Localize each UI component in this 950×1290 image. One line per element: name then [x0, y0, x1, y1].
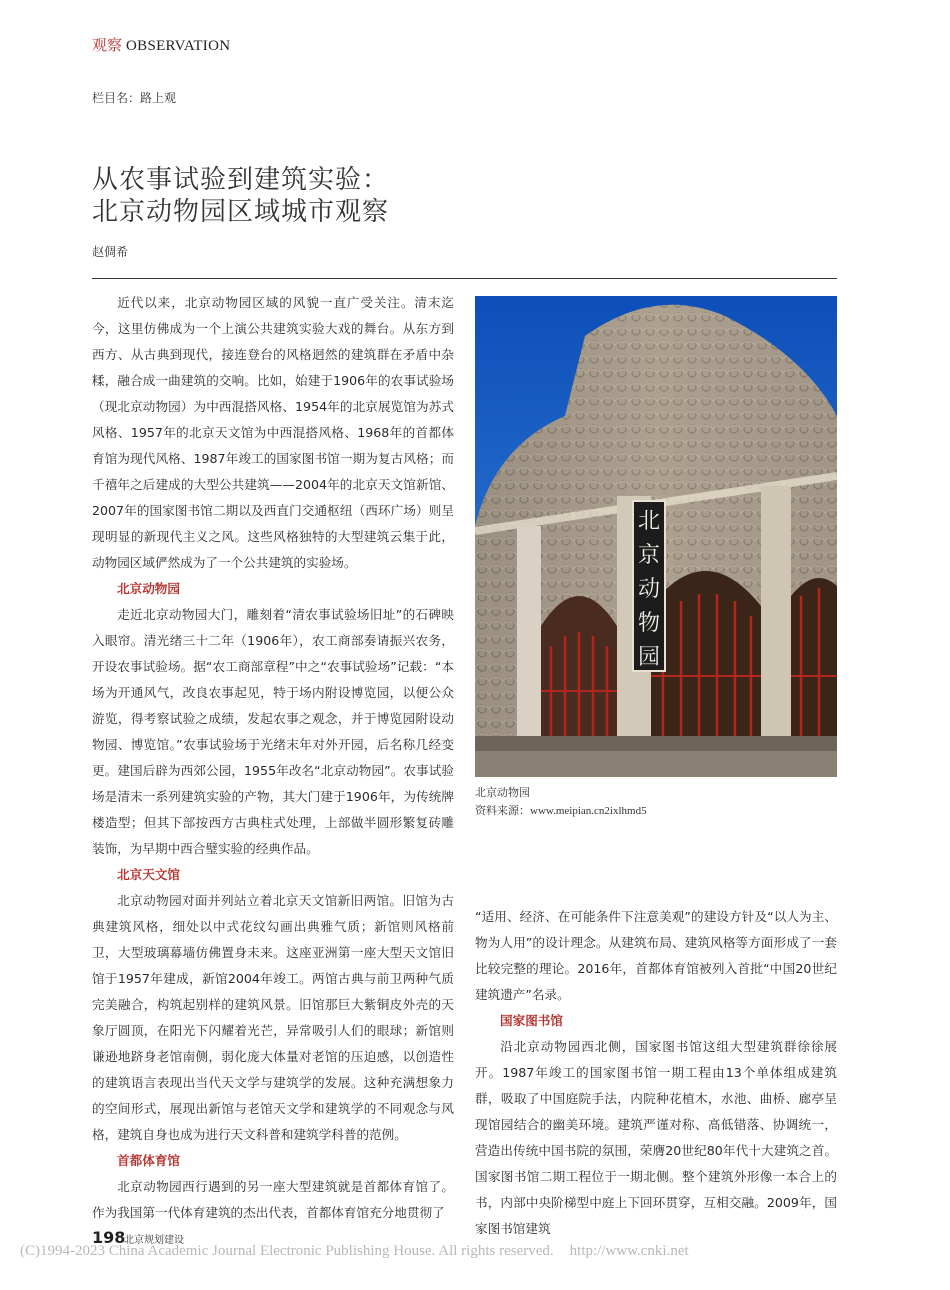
paragraph: 走近北京动物园大门，雕刻着“清农事试验场旧址”的石碑映入眼帘。清光绪三十二年（1906年），农工商部奏请振兴农务，开设农事试验场。据“农工商部章程”中之“农事试验场”记载：“本场为开通风气，改良农事起见，特于场内附设博览园，以便公众游览，得考察试验之成绩，发起农事之观念，并于博览园附设动物园、博览馆。”农事试验场于光绪末年对外开园，后名称几经变更。建国后辟为西郊公园，1955年改名“北京动物园”。农事试验场是清末一系列建筑实验的产物，其大门建于1906年，为传统牌楼造型；但其下部按西方古典柱式处理，上部做半圆形繁复砖雕装饰，为早期中西合璧实验的经典作品。 [92, 607, 454, 856]
copyright-watermark [20, 1243, 689, 1260]
gate-sign-char: 动 [637, 577, 661, 602]
subheading-national-library: 国家图书馆 [500, 1013, 563, 1028]
section-name-cn: 观察 [92, 36, 123, 54]
paragraph: 北京动物园西行遇到的另一座大型建筑就是首都体育馆了。作为我国第一代体育建筑的杰出代表，首都体育馆充分地贯彻了 [92, 1179, 454, 1220]
section-name-en: OBSERVATION [126, 38, 231, 54]
paragraph: 北京动物园对面并列站立着北京天文馆新旧两馆。旧馆为古典建筑风格，细处以中式花纹勾画出典雅气质；新馆则风格前卫，大型玻璃幕墙仿佛置身未来。这座亚洲第一座大型天文馆旧馆于1957年建成，新馆2004年竣工。两馆古典与前卫两种气质完美融合，构筑起别样的建筑风景。旧馆那巨大紫铜皮外壳的天象厅圆顶，在阳光下闪耀着光芒，异常吸引人们的眼球；新馆则谦逊地跻身老馆南侧，弱化庞大体量对老馆的压迫感，以创造性的建筑语言表现出当代天文学与建筑学的发展。这种充满想象力的空间形式，展现出新馆与老馆天文学和建筑学的不同观念与风格，建筑自身也成为进行天文科普和建筑学科普的范例。 [92, 893, 454, 1142]
gate-sign-char: 北 [637, 509, 661, 534]
figure-caption [475, 784, 647, 820]
gate-sign-char: 物 [637, 611, 661, 636]
zoo-gate-photo [475, 296, 837, 777]
gate-sign-char: 园 [637, 645, 661, 670]
article-title [92, 164, 389, 228]
title-line-1: 从农事试验到建筑实验： [92, 165, 390, 195]
author: 赵倜希 [92, 245, 129, 259]
caption-source: 资料来源：www.meipian.cn2ixlhmd5 [475, 805, 647, 817]
gate-sign-char: 京 [637, 543, 661, 568]
subheading-capital-stadium: 首都体育馆 [117, 1153, 180, 1168]
right-column [475, 904, 837, 1242]
subheading-planetarium: 北京天文馆 [117, 867, 180, 882]
paragraph: 近代以来，北京动物园区域的风貌一直广受关注。清末迄今，这里仿佛成为一个上演公共建筑实验大戏的舞台。从东方到西方、从古典到现代，接连登台的风格迥然的建筑群在矛盾中杂糅，融合成一曲建筑的交响。比如，始建于1906年的农事试验场（现北京动物园）为中西混搭风格、1954年的北京展览馆为苏式风格、1957年的北京天文馆为中西混搭风格、1968年的首都体育馆为现代风格、1987年竣工的国家图书馆一期为复古风格；而千禧年之后建成的大型公共建筑——2004年的北京天文馆新馆、2007年的国家图书馆二期以及西直门交通枢纽（西环广场）则呈现明显的新现代主义之风。这些风格独特的大型建筑云集于此，动物园区域俨然成为了一个公共建筑的实验场。 [92, 295, 454, 570]
copyright-text: (C)1994-2023 China Academic Journal Electronic Publishing House. All rights reserved. [20, 1243, 554, 1259]
column-label: 栏目名：路上观 [92, 91, 177, 105]
left-column [92, 290, 454, 1226]
header-divider [92, 278, 837, 279]
journal-name: 北京规划建设 [124, 1235, 184, 1246]
subheading-beijing-zoo: 北京动物园 [117, 581, 180, 596]
paragraph: 沿北京动物园西北侧，国家图书馆这组大型建筑群徐徐展开。1987年竣工的国家图书馆一期工程由13个单体组成建筑群，吸取了中国庭院手法，内院种花植木，水池、曲桥、廊亭呈现馆园结合的幽美环境。建筑严谨对称、高低错落、协调统一，营造出传统中国书院的氛围，荣膺20世纪80年代十大建筑之首。国家图书馆二期工程位于一期北侧。整个建筑外形像一本合上的书，内部中央阶梯型中庭上下回环贯穿，互相交融。2009年，国家图书馆建筑 [475, 1039, 837, 1236]
caption-title: 北京动物园 [475, 787, 530, 799]
section-tag [92, 34, 230, 55]
page-number: 198 [92, 1228, 126, 1247]
paragraph: “适用、经济、在可能条件下注意美观”的建设方针及“以人为主、物为人用”的设计理念。从建筑布局、建筑风格等方面形成了一套比较完整的理论。2016年，首都体育馆被列入首批“中国20世纪建筑遗产”名录。 [475, 909, 837, 1002]
cnki-url[interactable]: http://www.cnki.net [569, 1243, 689, 1259]
title-line-2: 北京动物园区域城市观察 [92, 197, 390, 227]
